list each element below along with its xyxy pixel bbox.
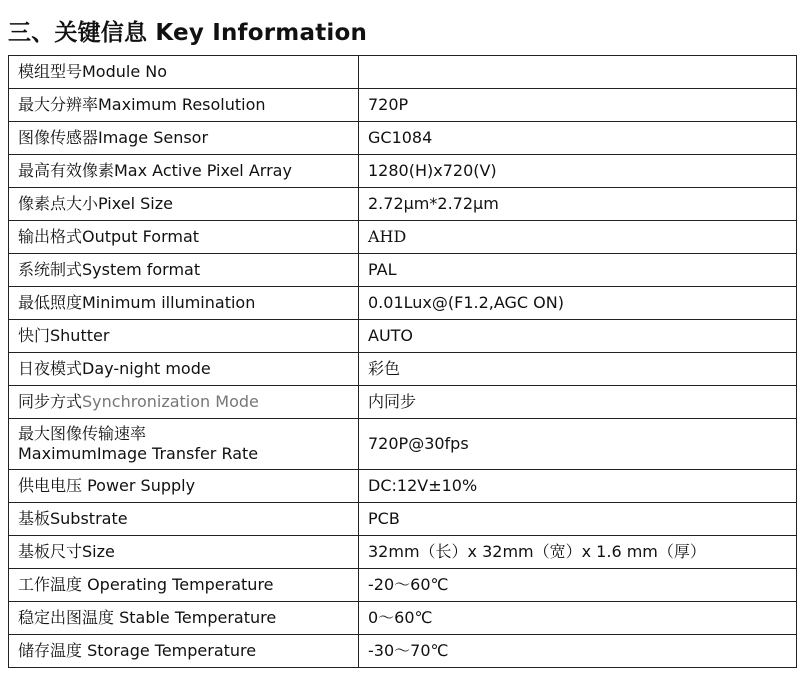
- table-row: [9, 419, 797, 470]
- row-value-power-supply: DC:12V±10%: [359, 470, 797, 503]
- table-row: [9, 89, 797, 122]
- key-information-table: [8, 55, 797, 668]
- table-row: [9, 122, 797, 155]
- row-label-sync-mode-cn: 同步方式: [18, 392, 83, 411]
- row-value-pixel-size: 2.72μm*2.72μm: [359, 188, 797, 221]
- row-label-shutter: 快门Shutter: [9, 320, 359, 353]
- table-row: [9, 287, 797, 320]
- row-label-storage-temperature: 储存温度 Storage Temperature: [9, 635, 359, 668]
- row-value-min-illumination: 0.01Lux@(F1.2,AGC ON): [359, 287, 797, 320]
- row-value-transfer-rate: 720P@30fps: [359, 419, 797, 470]
- table-row: [9, 155, 797, 188]
- table-row: [9, 536, 797, 569]
- row-label-transfer-rate-en: MaximumImage Transfer Rate: [18, 444, 259, 463]
- table-row: [9, 254, 797, 287]
- row-label-max-resolution: 最大分辨率Maximum Resolution: [9, 89, 359, 122]
- row-value-shutter: AUTO: [359, 320, 797, 353]
- row-value-stable-temperature: 0～60℃: [359, 602, 797, 635]
- row-label-transfer-rate-cn: 最大图像传输速率: [18, 424, 147, 443]
- row-label-substrate: 基板Substrate: [9, 503, 359, 536]
- row-value-module-no: [359, 56, 797, 89]
- row-value-output-format: AHD: [359, 221, 797, 254]
- table-row: [9, 503, 797, 536]
- row-label-sync-mode-en: Synchronization Mode: [82, 392, 259, 411]
- row-label-operating-temperature: 工作温度 Operating Temperature: [9, 569, 359, 602]
- table-row: [9, 221, 797, 254]
- table-row: [9, 635, 797, 668]
- row-label-power-supply: 供电电压 Power Supply: [9, 470, 359, 503]
- row-value-sync-mode: 内同步: [359, 386, 797, 419]
- row-value-size: 32mm（长）x 32mm（宽）x 1.6 mm（厚）: [359, 536, 797, 569]
- row-value-pixel-array: 1280(H)x720(V): [359, 155, 797, 188]
- row-label-pixel-size: 像素点大小Pixel Size: [9, 188, 359, 221]
- row-label-pixel-array: 最高有效像素Max Active Pixel Array: [9, 155, 359, 188]
- row-value-max-resolution: 720P: [359, 89, 797, 122]
- row-label-sync-mode: [9, 386, 359, 419]
- table-row: [9, 569, 797, 602]
- row-label-output-format: 输出格式Output Format: [9, 221, 359, 254]
- table-row: [9, 386, 797, 419]
- row-value-image-sensor: GC1084: [359, 122, 797, 155]
- table-row: [9, 602, 797, 635]
- row-value-day-night-mode: 彩色: [359, 353, 797, 386]
- row-value-storage-temperature: -30～70℃: [359, 635, 797, 668]
- row-value-operating-temperature: -20～60℃: [359, 569, 797, 602]
- row-value-substrate: PCB: [359, 503, 797, 536]
- row-label-min-illumination: 最低照度Minimum illumination: [9, 287, 359, 320]
- row-value-system-format: PAL: [359, 254, 797, 287]
- row-label-image-sensor: 图像传感器Image Sensor: [9, 122, 359, 155]
- table-row: [9, 353, 797, 386]
- row-label-day-night-mode: 日夜模式Day-night mode: [9, 353, 359, 386]
- table-row: [9, 320, 797, 353]
- table-row: [9, 188, 797, 221]
- row-label-size: 基板尺寸Size: [9, 536, 359, 569]
- table-row: [9, 56, 797, 89]
- table-row: [9, 470, 797, 503]
- row-label-stable-temperature: 稳定出图温度 Stable Temperature: [9, 602, 359, 635]
- row-label-transfer-rate: [9, 419, 359, 470]
- row-label-module-no: 模组型号Module No: [9, 56, 359, 89]
- section-heading: 三、关键信息 Key Information: [8, 20, 368, 46]
- row-label-system-format: 系统制式System format: [9, 254, 359, 287]
